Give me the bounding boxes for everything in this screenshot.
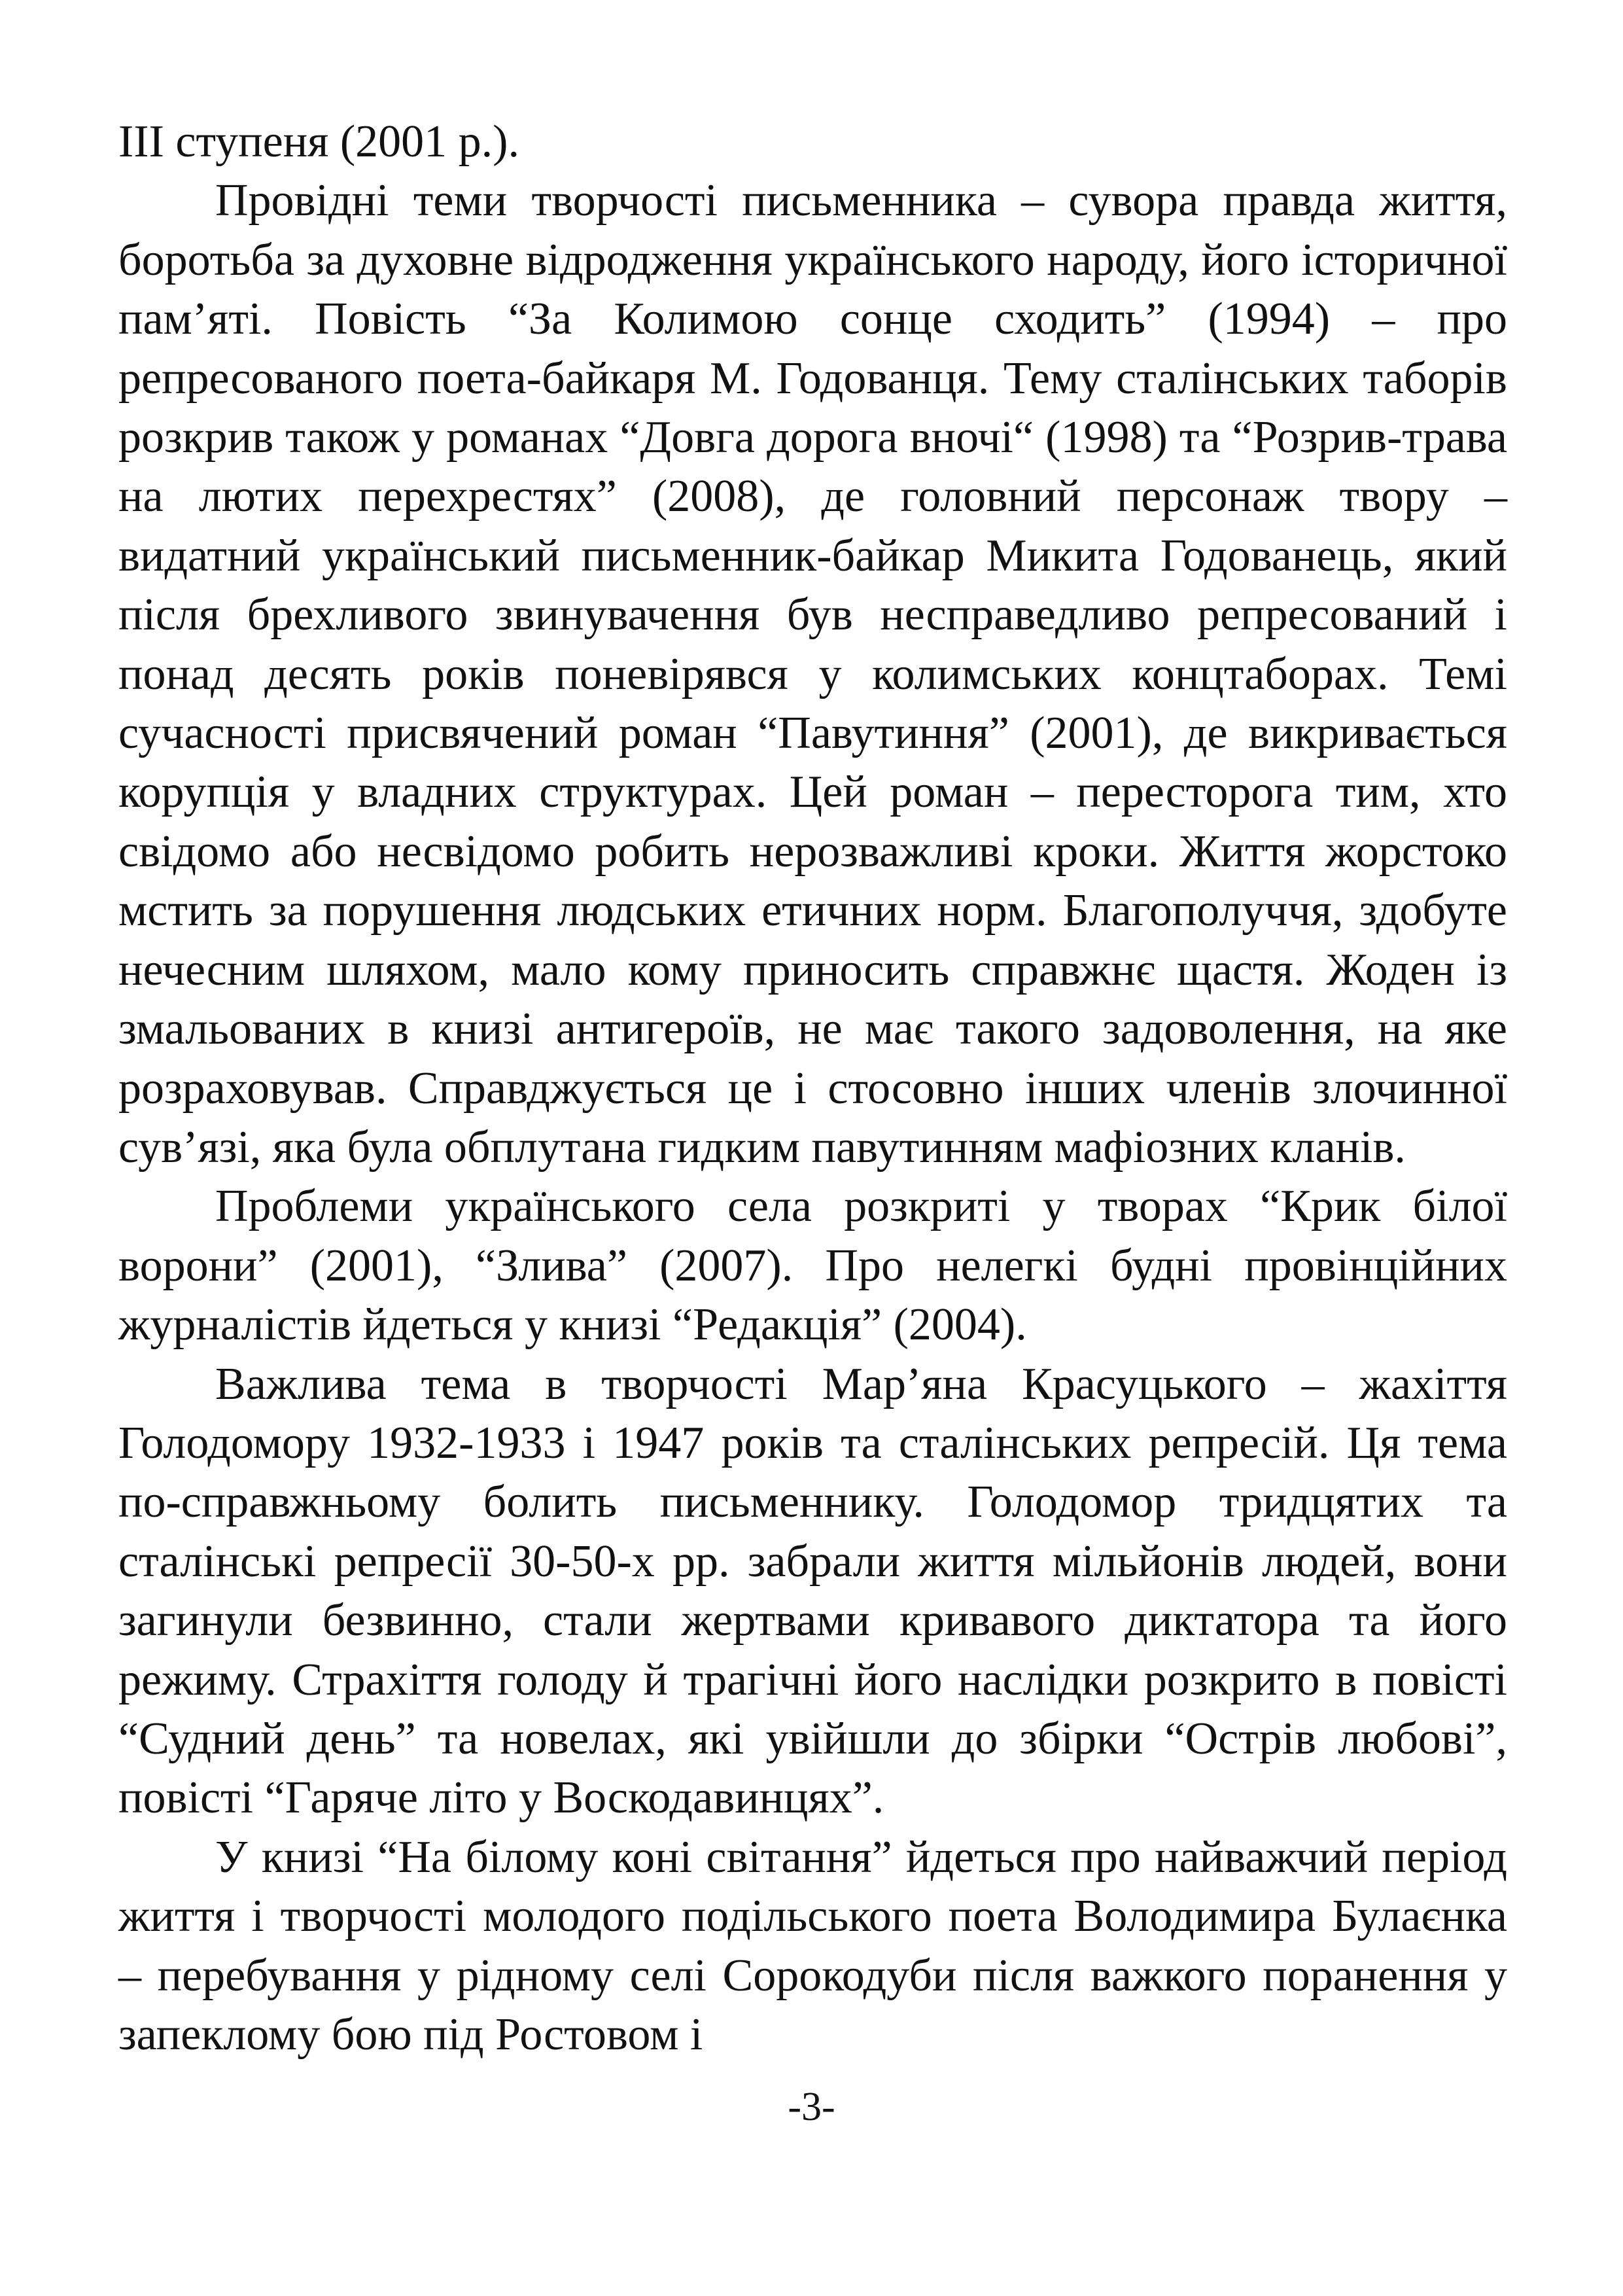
page-number: -3- (788, 2085, 835, 2129)
document-body (118, 113, 1507, 2064)
paragraph-village-problems: Проблеми українського села розкриті у творах “Крик білої ворони” (2001), “Злива” (2007). Про нелегкі будні провінційних журналістів йдеться у книзі “Редакція” (2004). (118, 1181, 1507, 1351)
paragraph-continuation: ІІІ ступеня (2001 р.). (118, 116, 519, 167)
paragraph-holodomor-theme: Важлива тема в творчості Мар’яна Красуцького – жахіття Голодомору 1932-1933 і 1947 років та сталінських репресій. Ця тема по-справжньому болить письменнику. Голодомор тридцятих та сталінські репресії 30-50-х рр. забрали життя мільйонів людей, вони загинули безвинно, стали жертвами кривавого диктатора та його режиму. Страхіття голоду й трагічні його наслідки розкрито в повісті “Судний день” та новелах, які увійшли до збірки “Острів любові”, повісті “Гаряче літо у Воскодавинцях”. (118, 1358, 1507, 1824)
paragraph-white-horse-book: У книзі “На білому коні світання” йдеться про найважчий період життя і творчості молодого подільського поета Володимира Булаєнка – перебування у рідному селі Сорокодуби після важкого поранення у запеклому бою під Ростовом і (118, 1831, 1507, 2060)
paragraph-main-themes: Провідні теми творчості письменника – сувора правда життя, боротьба за духовне відродження українського народу, його історичної пам’яті. Повість “За Колимою сонце сходить” (1994) – про репресованого поета-байкаря М. Годованця. Тему сталінських таборів розкрив також у романах “Довга дорога вночі“ (1998) та “Розрив-трава на лютих перехрестях” (2008), де головний персонаж твору – видатний український письменник-байкар Микита Годованець, який після брехливого звинувачення був несправедливо репресований і понад десять років поневірявся у колимських концтаборах. Темі сучасності присвячений роман “Павутиння” (2001), де викривається корупція у владних структурах. Цей роман – пересторога тим, хто свідомо або несвідомо робить нерозважливі кроки. Життя жорстоко мстить за порушення людських етичних норм. Благополуччя, здобуте нечесним шляхом, мало кому приносить справжнє щастя. Жоден із змальованих в книзі антигероїв, не має такого задоволення, на яке розраховував. Справджується це і стосовно інших членів злочинної сув’язі, яка була обплутана гидким павутинням мафіозних кланів. (118, 175, 1507, 1173)
